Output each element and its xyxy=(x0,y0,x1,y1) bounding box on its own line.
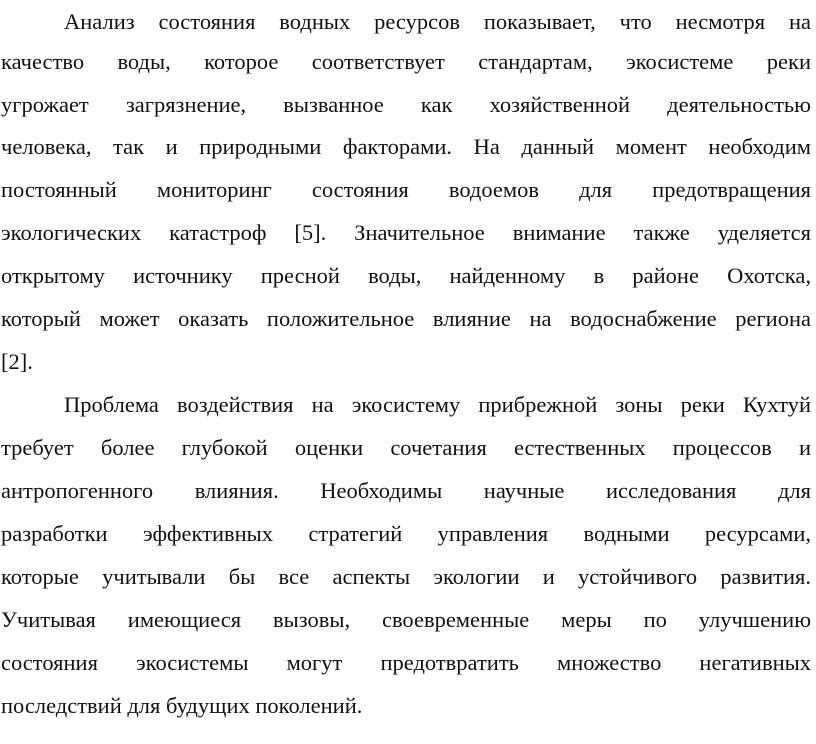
paragraph-1-line-6: экологических катастроф [5]. Значительное внимание также уделяется xyxy=(1,220,811,245)
paragraph-2-line-8: последствий для будущих поколений. xyxy=(1,693,363,718)
paragraph-1-line-3: угрожает загрязнение, вызванное как хозяйственной деятельностью xyxy=(1,92,811,117)
paragraph-2-line-7: состояния экосистемы могут предотвратить множество негативных xyxy=(1,650,811,675)
paragraph-1-line-2: качество воды, которое соответствует стандартам, экосистеме реки xyxy=(1,49,811,74)
paragraph-2-line-1: Проблема воздействия на экосистему прибрежной зоны реки Кухтуй xyxy=(64,392,811,417)
paragraph-2-line-3: антропогенного влияния. Необходимы научные исследования для xyxy=(1,478,811,503)
paragraph-1-line-8: который может оказать положительное влияние на водоснабжение региона xyxy=(1,306,811,331)
paragraph-1-line-4: человека, так и природными факторами. На данный момент необходим xyxy=(1,134,811,159)
paragraph-2-line-6: Учитывая имеющиеся вызовы, своевременные меры по улучшению xyxy=(1,607,811,632)
paragraph-1-line-7: открытому источнику пресной воды, найденному в районе Охотска, xyxy=(1,263,811,288)
paragraph-2-line-5: которые учитывали бы все аспекты экологии и устойчивого развития. xyxy=(1,564,811,589)
paragraph-1-line-5: постоянный мониторинг состояния водоемов для предотвращения xyxy=(1,177,811,202)
paragraph-2-line-4: разработки эффективных стратегий управления водными ресурсами, xyxy=(1,521,811,546)
paragraph-1-line-9: [2]. xyxy=(1,349,33,374)
paragraph-1-line-1: Анализ состояния водных ресурсов показывает, что несмотря на xyxy=(64,9,811,34)
paragraph-2-line-2: требует более глубокой оценки сочетания естественных процессов и xyxy=(1,435,811,460)
